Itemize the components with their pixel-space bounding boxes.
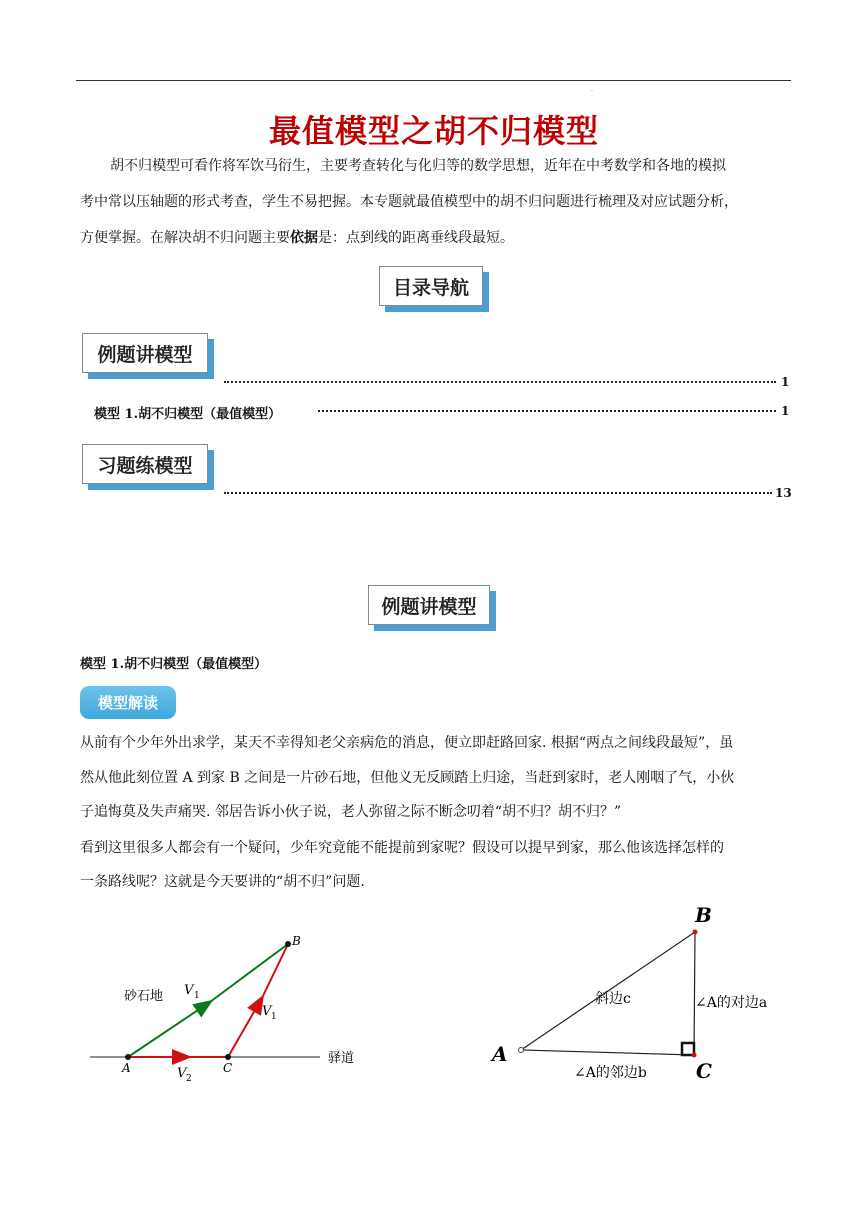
story-line-1: 从前有个少年外出求学，某天不幸得知老父亲病危的消息，便立即赶路回家. 根据“两点之间线段最短”，虽 [80,735,734,751]
right-angle-mark [682,1043,694,1055]
label-A: A [122,1061,131,1075]
toc-page-2[interactable]: 1 [781,404,790,418]
green-arrow [128,1002,210,1057]
vertex-C [692,1053,697,1058]
red-path-CB [262,944,288,998]
page-title: 最值模型之胡不归模型 [268,112,599,150]
green-path-AB [210,944,288,1002]
label-v1-left: V [184,983,194,998]
header-rule [76,80,791,81]
intro-bold-word: 依据 [290,230,318,246]
toc-leader-1 [224,380,776,383]
label-hypotenuse: 斜边c [595,991,631,1007]
toc-leader-2 [318,409,776,412]
label-v1-right: V [262,1004,272,1019]
label-v1-left-sub: 1 [194,991,200,1001]
figure-road-diagram [80,925,380,1085]
intro-line-3-text: 方便掌握。在解决胡不归问题主要 [80,230,290,246]
story-line-3: 子追悔莫及失声痛哭. 邻居告诉小伙子说，老人弥留之际不断念叨着“胡不归？胡不归？” [80,804,622,820]
toc-leader-3 [224,491,772,494]
header-mark: . [591,86,593,93]
story-line-4: 看到这里很多人都会有一个疑问，少年究竟能不能提前到家呢？假设可以提早到家，那么他该选择怎样的 [80,840,724,856]
label-v2: V [177,1066,187,1081]
red-arrow-CB [228,998,262,1057]
label-B: B [292,934,301,948]
point-C [225,1054,231,1060]
label-A2: A [492,1042,508,1066]
nav-heading: 目录导航 [379,266,483,306]
intro-line-2: 考中常以压轴题的形式考查，学生不易把握。本专题就最值模型中的胡不归问题进行梳理及对应试题分析， [80,194,738,210]
label-B2: B [695,903,712,927]
model-title: 模型 1.胡不归模型（最值模型） [80,657,268,672]
section-heading: 例题讲模型 [368,585,490,625]
intro-line-3-tail: 是：点到线的距离垂线段最短。 [318,230,514,246]
label-v1-right-sub: 1 [271,1012,277,1022]
intro-line-1: 胡不归模型可看作将军饮马衍生，主要考查转化与化归等的数学思想，近年在中考数学和各地的模拟 [110,158,726,174]
intro-line-3 [80,228,514,248]
vertex-A [519,1048,524,1053]
label-C2: C [696,1059,712,1083]
figure-right-triangle [485,895,768,1090]
point-B [285,941,291,947]
toc-section-1-label[interactable]: 例题讲模型 [82,333,208,373]
story-line-5: 一条路线呢？这就是今天要讲的“胡不归”问题. [80,874,365,890]
toc-page-3[interactable]: 13 [775,486,792,500]
label-opposite: ∠A的对边a [695,995,768,1011]
label-v2-sub: 2 [186,1074,192,1084]
label-gravel: 砂石地 [124,989,164,1004]
point-A [125,1054,131,1060]
model-explain-badge: 模型解读 [80,686,176,719]
label-C: C [223,1061,233,1075]
label-adjacent: ∠A的邻边b [574,1065,647,1081]
toc-page-1[interactable]: 1 [781,375,790,389]
label-road: 驿道 [328,1051,355,1066]
vertex-B [693,930,698,935]
toc-item-1[interactable]: 模型 1.胡不归模型（最值模型） [94,407,282,422]
story-line-2: 然从他此刻位置 A 到家 B 之间是一片砂石地，但他义无反顾踏上归途，当赶到家时，老人刚咽了气，小伙 [80,770,735,786]
toc-section-2-label[interactable]: 习题练模型 [82,444,208,484]
